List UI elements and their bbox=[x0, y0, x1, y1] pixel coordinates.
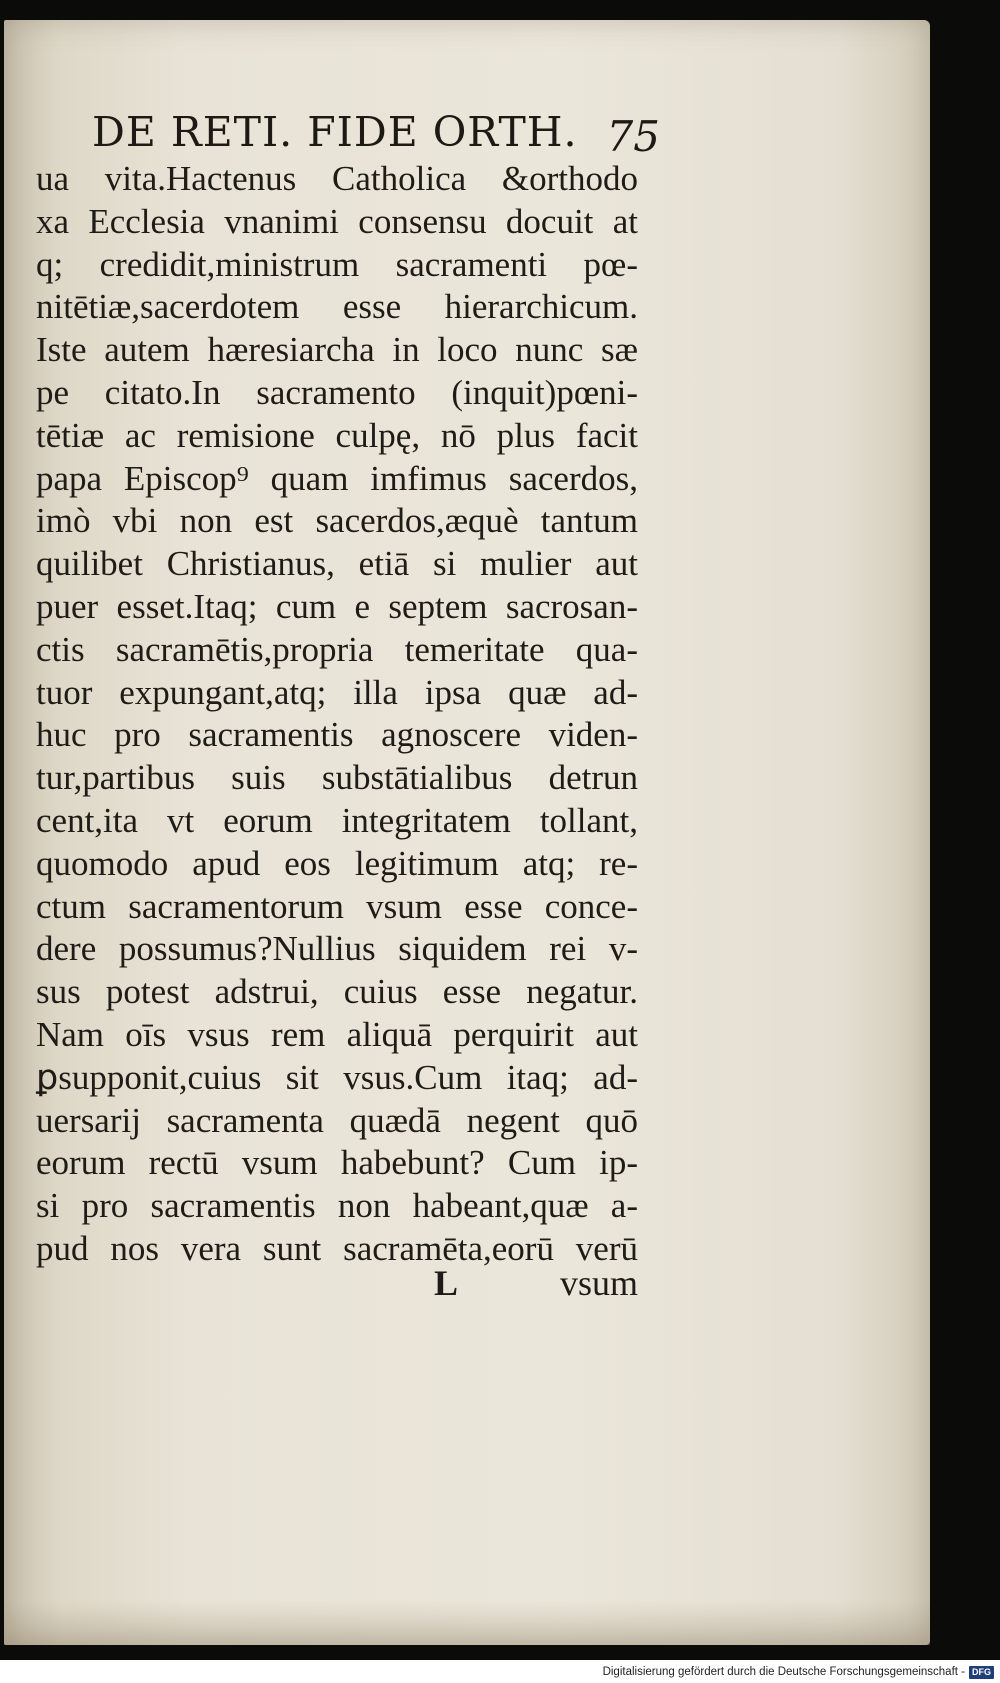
text-line: cent,ita vt eorum integritatem tollant, bbox=[36, 800, 638, 840]
signature-mark: L bbox=[434, 1263, 459, 1303]
text-line: sus potest adstrui, cuius esse negatur. bbox=[36, 972, 638, 1012]
credit-text: Digitalisierung gefördert durch die Deutsche Forschungsgemeinschaft - bbox=[602, 1666, 965, 1678]
running-head-part1: DE RETI. bbox=[92, 108, 294, 156]
text-line: imò vbi non est sacerdos,æquè tantum bbox=[36, 501, 638, 541]
text-line: ctum sacramentorum vsum esse conce- bbox=[36, 886, 638, 926]
text-line: dere possumus?Nullius siquidem rei v- bbox=[36, 929, 638, 969]
text-line: ua vita.Hactenus Catholica &orthodo bbox=[36, 159, 638, 198]
dfg-logo-icon: DFG bbox=[969, 1666, 994, 1679]
body-text bbox=[36, 158, 638, 1271]
digitization-credit bbox=[603, 1664, 994, 1680]
text-line: Nam oīs vsus rem aliquā perquirit aut bbox=[36, 1014, 638, 1054]
text-line: xa Ecclesia vnanimi consensu docuit at bbox=[36, 201, 638, 241]
text-line: uersarij sacramenta quædā negent quō bbox=[36, 1100, 638, 1140]
text-line: ctis sacramētis,propria temeritate qua- bbox=[36, 629, 638, 669]
text-line: nitētiæ,sacerdotem esse hierarchicum. bbox=[36, 287, 638, 327]
text-line: eorum rectū vsum habebunt? Cum ip- bbox=[36, 1143, 638, 1183]
catchword: vsum bbox=[559, 1263, 638, 1303]
catchline bbox=[36, 1262, 638, 1312]
text-line: puer esset.Itaq; cum e septem sacrosan- bbox=[36, 586, 638, 626]
page-bottom-edge bbox=[4, 1600, 930, 1645]
text-line: q; credidit,ministrum sacramenti pœ- bbox=[36, 244, 638, 284]
text-line: si pro sacramentis non habeant,quæ a- bbox=[36, 1186, 638, 1226]
text-line: tuor expungant,atq; illa ipsa quæ ad- bbox=[36, 672, 638, 712]
text-line: pud nos vera sunt sacramēta,eorū verū bbox=[36, 1228, 638, 1268]
running-head bbox=[92, 108, 652, 160]
running-head-part2: FIDE ORTH. bbox=[307, 108, 578, 156]
text-line: quilibet Christianus, etiā si mulier aut bbox=[36, 544, 638, 584]
text-line: pe citato.In sacramento (inquit)pœni- bbox=[36, 372, 638, 412]
page-number: 75 bbox=[606, 112, 660, 161]
text-line: Iste autem hæresiarcha in loco nunc sæ bbox=[36, 330, 638, 370]
text-line: quomodo apud eos legitimum atq; re- bbox=[36, 843, 638, 883]
text-line: papa Episcop⁹ quam imfimus sacerdos, bbox=[36, 458, 638, 498]
text-line: tētiæ ac remisione culpę, nō plus facit bbox=[36, 415, 638, 455]
text-line: huc pro sacramentis agnoscere viden- bbox=[36, 715, 638, 755]
text-line: tur,partibus suis substātialibus detrun bbox=[36, 758, 638, 798]
text-line: ꝑsupponit,cuius sit vsus.Cum itaq; ad- bbox=[36, 1057, 638, 1097]
